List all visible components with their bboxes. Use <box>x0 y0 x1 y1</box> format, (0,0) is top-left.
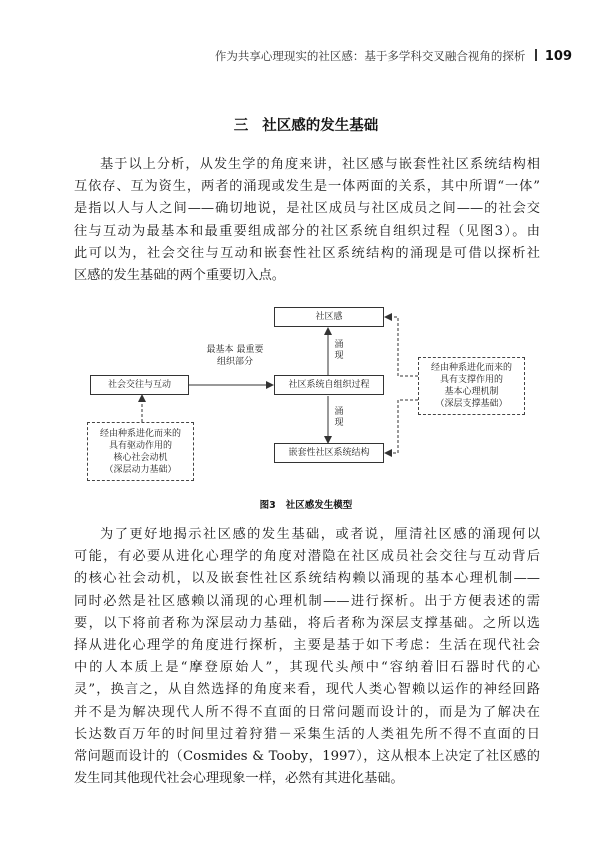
header-divider <box>535 49 537 61</box>
text-line: 要，以下将前者称为深层动力基础，将后者称为深层支撑基础。之所以选 <box>74 615 540 631</box>
section-heading <box>0 114 612 135</box>
caption-title: 社区感发生模型 <box>285 500 353 511</box>
figure-caption <box>0 497 612 511</box>
emerge-char: 涌 <box>334 340 344 350</box>
box-label: 嵌套性社区系统结构 <box>288 448 370 458</box>
text-line: 可能，有必要从进化心理学的角度对潜隐在社区成员社会交往与互动背后 <box>74 549 540 565</box>
text-line: 区感的发生基础的两个重要切入点。 <box>74 268 285 284</box>
running-header <box>150 48 572 66</box>
arrow-label-line: 最基本 <box>206 345 234 355</box>
text-line: 往与互动为最基本和最重要组成部分的社区系统自组织过程（见图3）。由 <box>74 223 540 239</box>
box-label: 社区感 <box>315 312 343 322</box>
page-number: 109 <box>544 49 572 64</box>
text-line: 的核心社会动机，以及嵌套性社区系统结构赖以涌现的基本心理机制—— <box>74 571 540 587</box>
box-label: 社会交往与互动 <box>107 380 171 390</box>
box-core-social-motive <box>87 422 194 481</box>
section-number: 三 <box>233 118 249 134</box>
box-label-line: 经由种系进化而来的 <box>99 428 181 439</box>
emerge-char: 现 <box>334 418 344 428</box>
box-sense-of-community <box>274 307 384 327</box>
running-title: 作为共享心理现实的社区感：基于多学科交叉融合视角的探析 <box>214 49 526 63</box>
emerge-label-upper <box>334 340 344 362</box>
box-social-interaction <box>90 375 189 395</box>
box-label: 社区系统自组织过程 <box>288 380 370 390</box>
paragraph-1 <box>74 154 540 287</box>
emerge-label-lower <box>334 407 344 429</box>
box-self-organization <box>274 375 384 395</box>
text-line: 常问题而设计的（Cosmides & Tooby，1997），这从根本上决定了社区感的 <box>74 749 540 765</box>
arrow-label-component <box>205 344 265 368</box>
box-label-line: 经由种系进化而来的 <box>430 363 512 373</box>
text-line: 并不是为解决现代人所不得不直面的日常问题而设计的，而是为了解决在 <box>74 704 540 720</box>
text-line: 中的人本质上是“摩登原始人”，其现代头颅中“容纳着旧石器时代的心 <box>74 660 540 676</box>
text-line: 为了更好地揭示社区感的发生基础，或者说，厘清社区感的涌现何以 <box>100 527 540 542</box>
box-label-line: 具有支撑作用的 <box>439 375 503 385</box>
support-dashed-arrow-top <box>385 317 418 376</box>
emerge-char: 现 <box>334 351 344 361</box>
text-line: 是指以人与人之间——确切地说，是社区成员与社区成员之间——的社会交 <box>74 201 540 217</box>
arrow-label-line: 组织部分 <box>216 357 253 367</box>
box-label-line: （深层动力基础） <box>104 464 177 475</box>
box-label-line: 基本心理机制 <box>444 387 499 397</box>
section-title: 社区感的发生基础 <box>262 118 379 134</box>
box-basic-mental-mechanism <box>418 357 525 415</box>
text-line: 择从进化心理学的角度进行探析，主要是基于如下考虑：生活在现代社会 <box>74 638 540 654</box>
text-line: 发生同其他现代社会心理现象一样，必然有其进化基础。 <box>74 771 404 787</box>
text-line: 灵”，换言之，从自然选择的角度来看，现代人类心智赖以运作的神经回路 <box>74 682 540 698</box>
text-line: 互依存、互为资生，两者的涌现或发生是一体两面的关系，其中所谓“一体” <box>74 179 540 195</box>
emerge-char: 涌 <box>334 407 344 417</box>
box-label-line: （深层支撑基础） <box>435 399 508 409</box>
box-nested-structure <box>274 443 384 463</box>
text-line: 此可以为，社会交往与互动和嵌套性社区系统结构的涌现是可借以探析社 <box>74 245 540 261</box>
text-line: 同时必然是社区感赖以涌现的心理机制——进行探析。出于方便表述的需 <box>74 593 540 609</box>
text-line: 基于以上分析，从发生学的角度来讲，社区感与嵌套性社区系统结构相 <box>100 157 540 172</box>
box-label-line: 核心社会动机 <box>113 452 168 463</box>
caption-number: 图3 <box>259 500 276 511</box>
support-dashed-arrow-bottom <box>385 400 418 453</box>
box-label-line: 具有驱动作用的 <box>108 440 172 451</box>
arrow-label-line: 最重要 <box>236 345 264 355</box>
figure-3-diagram <box>0 300 612 490</box>
paragraph-2 <box>74 524 540 790</box>
text-line: 长达数百万年的时间里过着狩猎－采集生活的人类祖先所不得不直面的日 <box>74 726 540 742</box>
